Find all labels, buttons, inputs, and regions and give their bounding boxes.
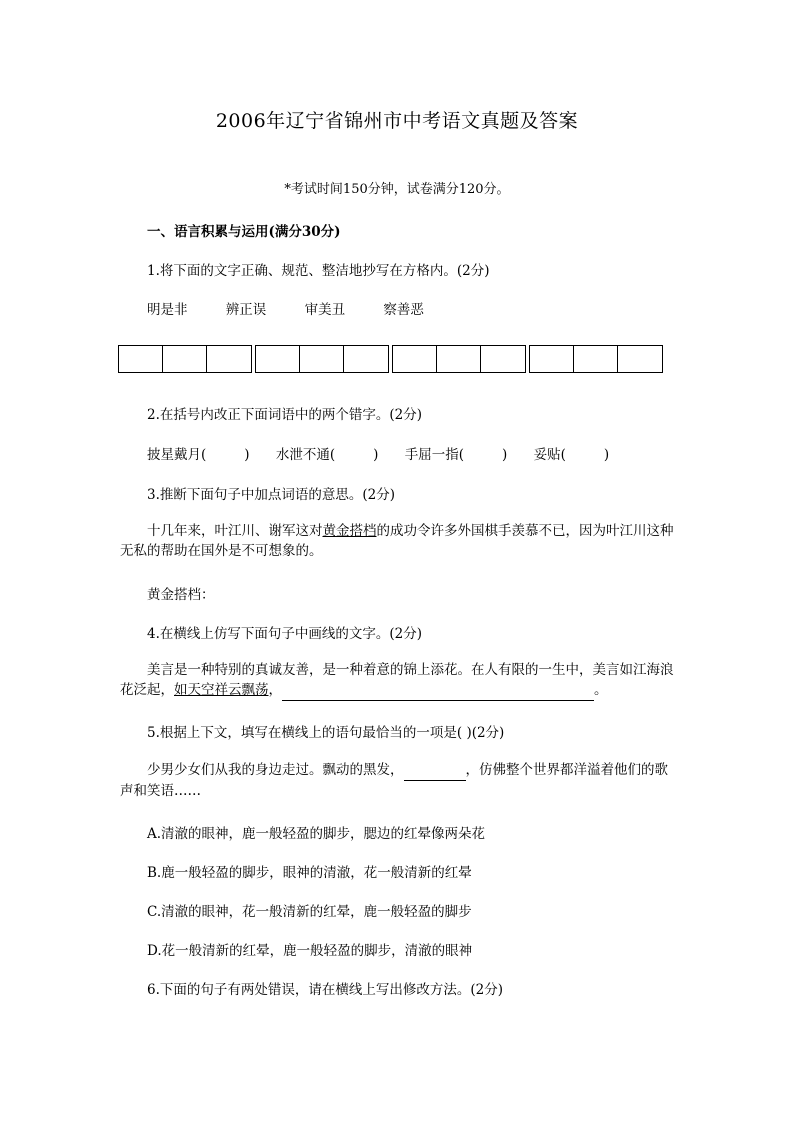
writing-grid[interactable] (118, 345, 663, 373)
question-1-prompt: 1.将下面的文字正确、规范、整洁地抄写在方格内。(2分) (147, 263, 490, 279)
grid-cell[interactable] (393, 346, 437, 372)
word-1: 明是非 (147, 302, 188, 318)
question-5-prompt: 5.根据上下文，填写在横线上的语句最恰当的一项是( )(2分) (147, 725, 505, 741)
grid-cell[interactable] (119, 346, 163, 372)
page-title: 2006年辽宁省锦州市中考语文真题及答案 (215, 110, 579, 132)
grid-cell[interactable] (300, 346, 344, 372)
word-4: 察善恶 (383, 302, 424, 318)
question-3-prompt: 3.推断下面句子中加点词语的意思。(2分) (147, 487, 396, 503)
question-4-prompt: 4.在横线上仿写下面句子中画线的文字。(2分) (147, 626, 423, 642)
word-pair-1: 披星戴月( ) (147, 447, 250, 463)
grid-group-3 (392, 345, 526, 373)
grid-cell[interactable] (437, 346, 481, 372)
option-d[interactable]: D.花一般清新的红晕，鹿一般轻盈的脚步，清澈的眼神 (147, 943, 473, 959)
word-pair-2: 水泄不通( ) (275, 447, 379, 463)
answer-line[interactable] (282, 680, 594, 701)
grid-cell[interactable] (618, 346, 662, 372)
option-c[interactable]: C.清澈的眼神，花一般清新的红晕，鹿一般轻盈的脚步 (147, 904, 472, 920)
word-pair-3: 手屈一指( ) (404, 447, 508, 463)
question-5-passage: 少男少女们从我的身边走过。飘动的黑发， ，仿佛整个世界都洋溢着他们的歌声和笑语…… (120, 762, 668, 799)
grid-cell[interactable] (163, 346, 207, 372)
grid-group-4 (529, 345, 663, 373)
question-4-passage: 美言是一种特别的真诚友善，是一种着意的锦上添花。在人有限的一生中，美言如江海浪花泛起，如天空祥云飘荡， 。 (120, 660, 680, 701)
question-6-prompt: 6.下面的句子有两处错误，请在横线上写出修改方法。(2分) (147, 982, 504, 998)
question-2-prompt: 2.在括号内改正下面词语中的两个错字。(2分) (147, 407, 423, 423)
section-heading: 一、语言积累与运用(满分30分) (147, 224, 341, 240)
grid-cell[interactable] (344, 346, 388, 372)
marked-phrase: 黄金搭档 (322, 523, 377, 539)
question-3-passage: 十几年来，叶江川、谢军这对黄金搭档的成功令许多外国棋手羡慕不已，因为叶江川这种无私的帮助在国外是不可想象的。 (120, 523, 674, 559)
option-b[interactable]: B.鹿一般轻盈的脚步，眼神的清澈，花一般清新的红晕 (147, 865, 472, 881)
underlined-phrase: 如天空祥云飘荡 (174, 682, 269, 698)
answer-line[interactable] (404, 760, 466, 781)
grid-group-1 (118, 345, 252, 373)
word-2: 辨正误 (225, 302, 267, 318)
option-a[interactable]: A.清澈的眼神，鹿一般轻盈的脚步，腮边的红晕像两朵花 (147, 826, 486, 842)
exam-note: *考试时间150分钟，试卷满分120分。 (284, 182, 510, 197)
question-3-answer-label: 黄金搭档： (147, 587, 215, 603)
grid-cell[interactable] (530, 346, 574, 372)
grid-cell[interactable] (574, 346, 618, 372)
word-pair-4: 妥贴( ) (533, 447, 610, 463)
question-1-words (147, 298, 458, 318)
word-3: 审美丑 (304, 302, 346, 318)
question-2-items (147, 443, 631, 463)
grid-cell[interactable] (256, 346, 300, 372)
grid-cell[interactable] (481, 346, 525, 372)
grid-group-2 (255, 345, 389, 373)
grid-cell[interactable] (207, 346, 251, 372)
